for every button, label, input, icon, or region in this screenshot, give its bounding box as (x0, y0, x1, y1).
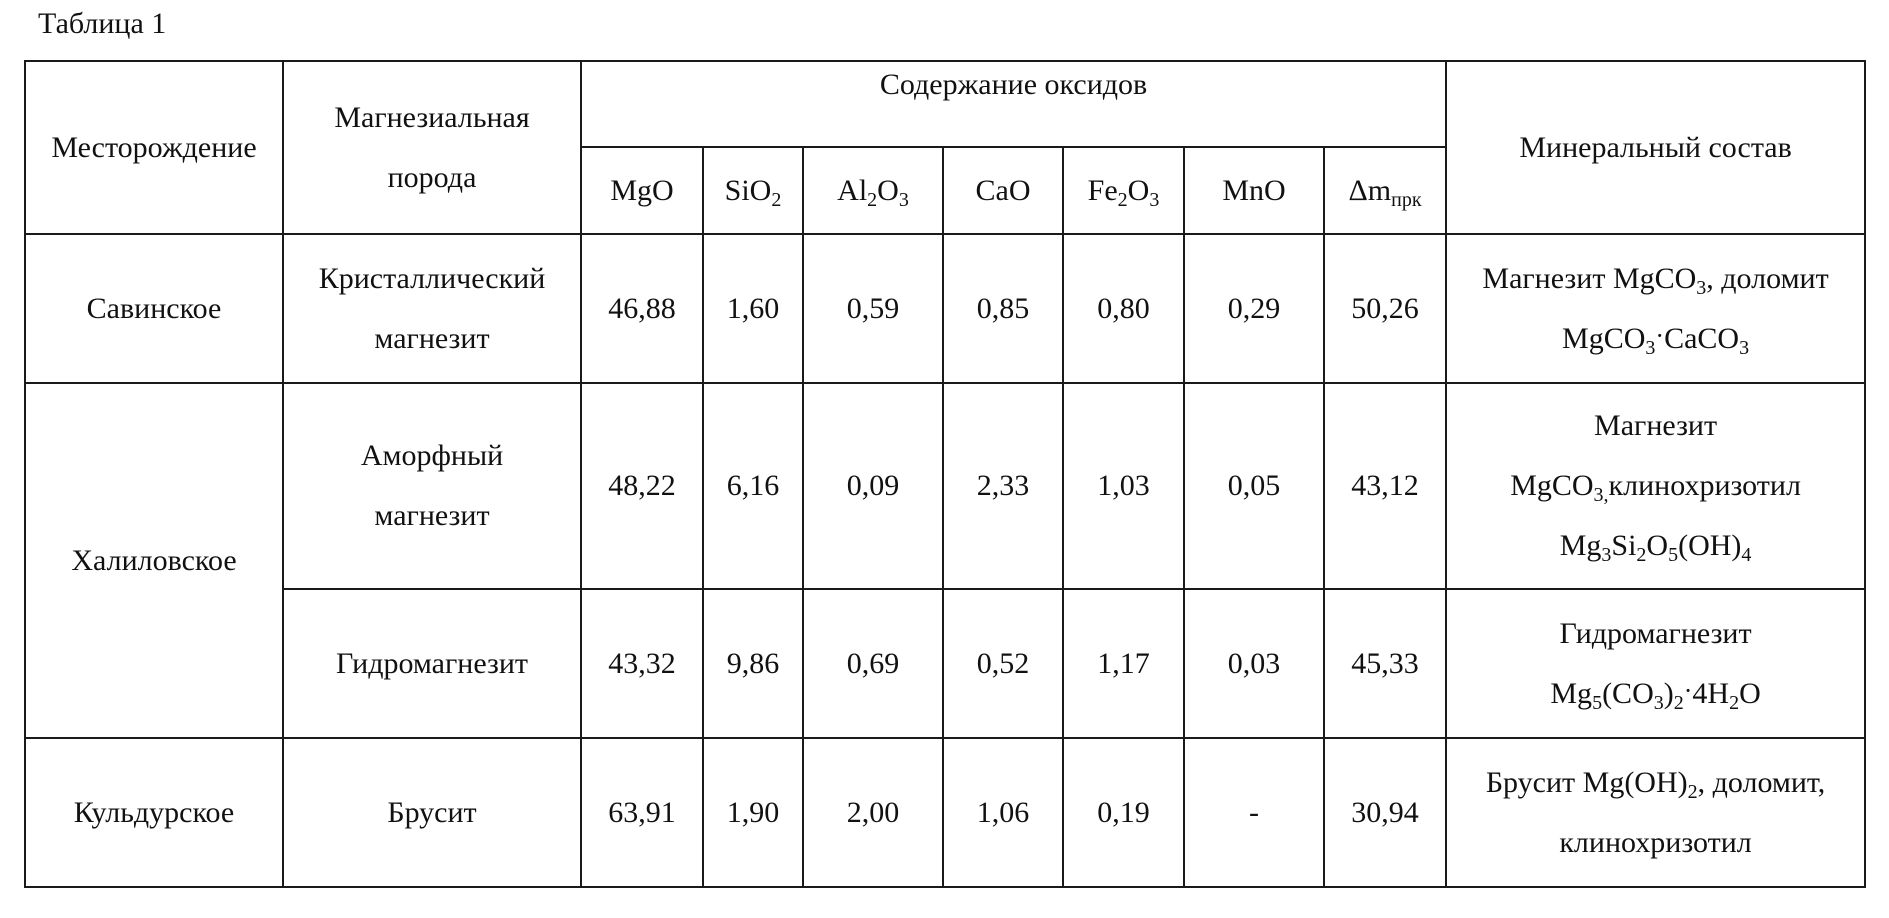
table-row (25, 234, 1865, 383)
cao-cell: 0,52 (943, 589, 1063, 738)
header-sio2: SiO$_2$ (703, 147, 803, 234)
fe2o3-cell: 0,19 (1063, 738, 1184, 887)
sio2-cell: 9,86 (703, 589, 803, 738)
header-row-1 (25, 61, 1865, 147)
al2o3-cell: 0,69 (803, 589, 943, 738)
deposit-cell: Савинское (25, 234, 283, 383)
fe2o3-cell: 1,03 (1063, 383, 1184, 589)
header-cao: CaO (943, 147, 1063, 234)
fe2o3-cell: 0,80 (1063, 234, 1184, 383)
table-row (25, 383, 1865, 589)
header-mgo: MgO (581, 147, 703, 234)
sio2-cell: 6,16 (703, 383, 803, 589)
sio2-cell: 1,60 (703, 234, 803, 383)
al2o3-cell: 0,09 (803, 383, 943, 589)
mno-cell: 0,05 (1184, 383, 1324, 589)
loi-cell: 50,26 (1324, 234, 1446, 383)
loi-cell: 43,12 (1324, 383, 1446, 589)
al2o3-cell: 0,59 (803, 234, 943, 383)
mgo-cell: 43,32 (581, 589, 703, 738)
table-caption: Таблица 1 (38, 7, 167, 40)
mgo-cell: 48,22 (581, 383, 703, 589)
oxide-composition-table (24, 60, 1866, 888)
rock-cell: Брусит (283, 738, 581, 887)
loi-cell: 30,94 (1324, 738, 1446, 887)
cao-cell: 1,06 (943, 738, 1063, 887)
header-rock (283, 61, 581, 234)
header-fe2o3: $Fe_2O_3$ (1063, 147, 1184, 234)
header-mno: MnO (1184, 147, 1324, 234)
sio2-cell: 1,90 (703, 738, 803, 887)
header-oxide-group: Содержание оксидов (581, 61, 1446, 147)
fe2o3-cell: 1,17 (1063, 589, 1184, 738)
rock-cell: Кристаллический магнезит (283, 234, 581, 383)
header-rock-line2: порода (387, 160, 477, 194)
header-loi: $\Delta m_{прк}$ (1324, 147, 1446, 234)
cao-cell: 0,85 (943, 234, 1063, 383)
mno-cell: - (1184, 738, 1324, 887)
header-rock-line1: Магнезиальная (334, 100, 530, 134)
mineral-cell: Брусит $Mg(OH)_2$, доломит, клинохризотил (1446, 738, 1865, 887)
deposit-cell: Кульдурское (25, 738, 283, 887)
rock-cell: Аморфный магнезит (283, 383, 581, 589)
header-deposit: Месторождение (25, 61, 283, 234)
mgo-cell: 63,91 (581, 738, 703, 887)
cao-cell: 2,33 (943, 383, 1063, 589)
mineral-cell: Магнезит MgCO$_3$, доломит MgCO$_3$·CaCO$_3$ (1446, 234, 1865, 383)
al2o3-cell: 2,00 (803, 738, 943, 887)
table-row (25, 738, 1865, 887)
header-mineral: Минеральный состав (1446, 61, 1865, 234)
rock-cell: Гидромагнезит (283, 589, 581, 738)
mno-cell: 0,29 (1184, 234, 1324, 383)
loi-cell: 45,33 (1324, 589, 1446, 738)
mno-cell: 0,03 (1184, 589, 1324, 738)
mgo-cell: 46,88 (581, 234, 703, 383)
mineral-cell: Магнезит MgCO$_{3,}$клинохризотил $Mg_3Si_2O_5(OH)_4$ (1446, 383, 1865, 589)
header-al2o3: $Al_2O_3$ (803, 147, 943, 234)
deposit-cell: Халиловское (25, 383, 283, 738)
table-row (25, 589, 1865, 738)
mineral-cell: Гидромагнезит $Mg_5(CO_3)_2\cdot 4H_2O$ (1446, 589, 1865, 738)
